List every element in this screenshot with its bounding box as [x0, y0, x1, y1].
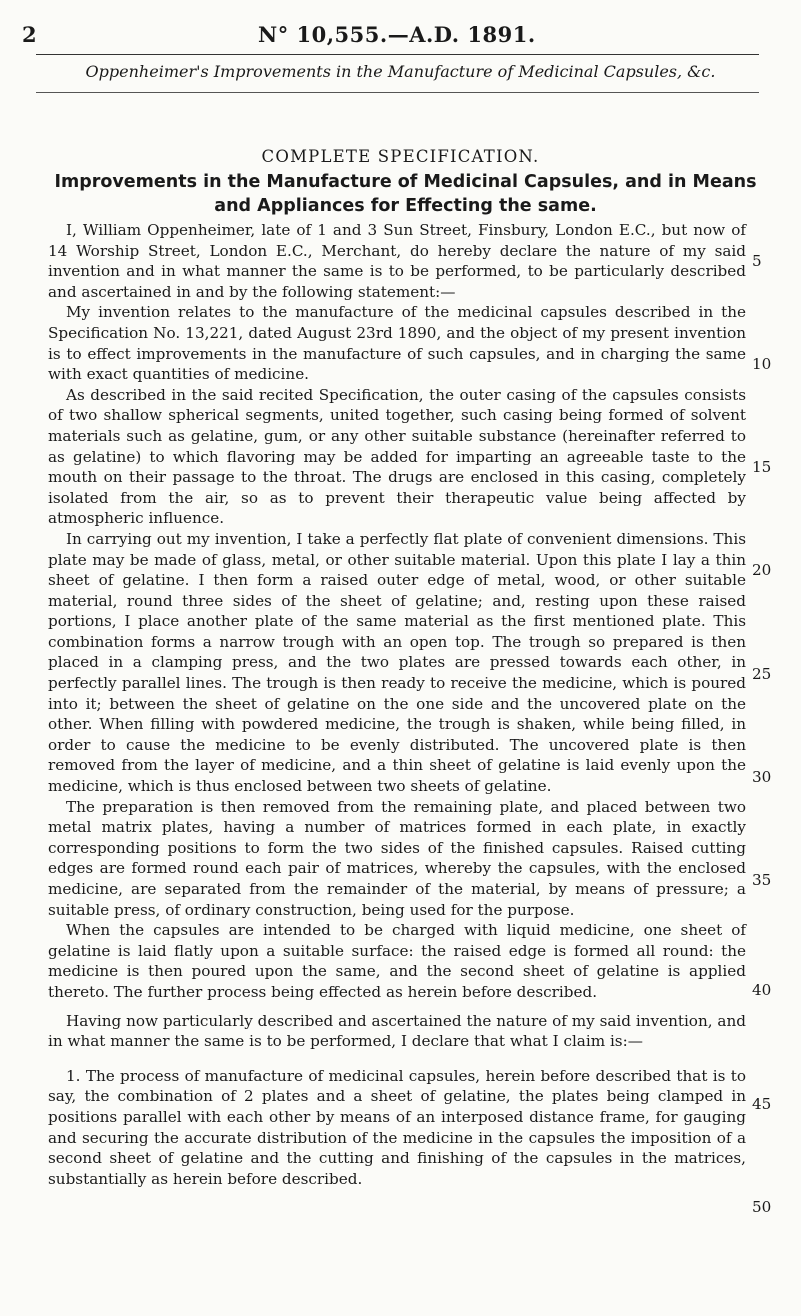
line-number: 15	[752, 458, 772, 476]
section-heading: COMPLETE SPECIFICATION.	[261, 147, 540, 166]
line-number: 35	[752, 871, 772, 889]
line-number: 5	[752, 252, 762, 270]
line-number: 40	[752, 981, 772, 999]
running-title: Oppenheimer's Improvements in the Manufacture of Medicinal Capsules, &c.	[85, 62, 716, 81]
header-rule-top	[36, 54, 759, 55]
claim-1: 1. The process of manufacture of medicinal capsules, herein before described that is to say, the combination of 2 plates and a sheet of gelatine, the plates being clamped in positions parallel with each other by means of an interposed distance frame, for gauging and securing the accurate distribution of the medicine in the capsules the imposition of a second sheet of gelatine and the cutting and finishing of the capsules in the matrices, substantially as herein before described.	[48, 1066, 746, 1188]
paragraph-closing: Having now particularly described and ascertained the nature of my said invention, and in what manner the same is to be performed, I declare that what I claim is:—	[48, 1011, 746, 1051]
header-rule-bottom	[36, 92, 759, 93]
paragraph-liquid-medicine: When the capsules are intended to be charged with liquid medicine, one sheet of gelatine is laid flatly upon a suitable surface: the raised edge is formed all round: the medicine is then poured upon the same, and the second sheet of gelatine is applied thereto. The further process being effected as herein before described.	[48, 921, 746, 1001]
line-number: 20	[752, 561, 772, 579]
paragraph-trough-process: In carrying out my invention, I take a perfectly flat plate of convenient dimensions. This plate may be made of glass, metal, or other suitable material. Upon this plate I lay a thin sheet of gelatine. I then form a raised outer edge of metal, wood, or other suitable material, round three sides of the sheet of gelatine; and, resting upon these raised portions, I place another plate of the same material as the first mentioned plate. This combination forms a narrow trough with an open top. The trough so prepared is then placed in a clamping press, and the two plates are pressed towards each other, in perfectly parallel lines. The trough is then ready to receive the medicine, which is poured into it; between the sheet of gelatine on the one side and the uncovered plate on the other. When filling with powdered medicine, the trough is shaken, while being filled, in order to cause the medicine to be evenly distributed. The uncovered plate is then removed from the layer of medicine, and a thin sheet of gelatine is laid evenly upon the medicine, which is thus enclosed between two sheets of gelatine.	[48, 529, 746, 796]
line-number: 30	[752, 768, 772, 786]
page-number: 2	[22, 22, 37, 47]
specification-title: Improvements in the Manufacture of Medicinal Capsules, and in Means and Appliances for Effecting the same.	[54, 172, 757, 216]
specification-body	[48, 220, 746, 1189]
paragraph-casing: As described in the said recited Specification, the outer casing of the capsules consists of two shallow spherical segments, united together, such casing being formed of solvent materials such as gelatine, gum, or any other suitable substance (hereinafter referred to as gelatine) to which flavoring may be added for imparting an agreeable taste to the mouth on their passage to the throat. The drugs are enclosed in this casing, completely isolated from the air, so as to prevent their therapeutic value being affected by atmospheric influence.	[48, 385, 746, 528]
line-number: 45	[752, 1095, 772, 1113]
line-number: 50	[752, 1198, 772, 1216]
line-number: 10	[752, 355, 772, 373]
paragraph-declaration: I, William Oppenheimer, late of 1 and 3 Sun Street, Finsbury, London E.C., but now of 14 Worship Street, London E.C., Merchant, do hereby declare the nature of my said invention and in what manner the same is to be performed, to be particularly described and ascertained in and by the following statement:—	[48, 221, 746, 301]
line-number: 25	[752, 665, 772, 683]
paragraph-invention-object: My invention relates to the manufacture of the medicinal capsules described in the Specification No. 13,221, dated August 23rd 1890, and the object of my present invention is to effect improvements in the manufacture of such capsules, and in charging the same with exact quantities of medicine.	[48, 303, 746, 384]
patent-number: N° 10,555.—A.D. 1891.	[258, 22, 536, 47]
paragraph-matrix-plates: The preparation is then removed from the remaining plate, and placed between two metal matrix plates, having a number of matrices formed in each plate, in exactly corresponding positions to form the two sides of the finished capsules. Raised cutting edges are formed round each pair of matrices, whereby the capsules, with the enclosed medicine, are separated from the remainder of the material, by means of pressure; a suitable press, of ordinary construction, being used for the purpose.	[48, 797, 746, 919]
